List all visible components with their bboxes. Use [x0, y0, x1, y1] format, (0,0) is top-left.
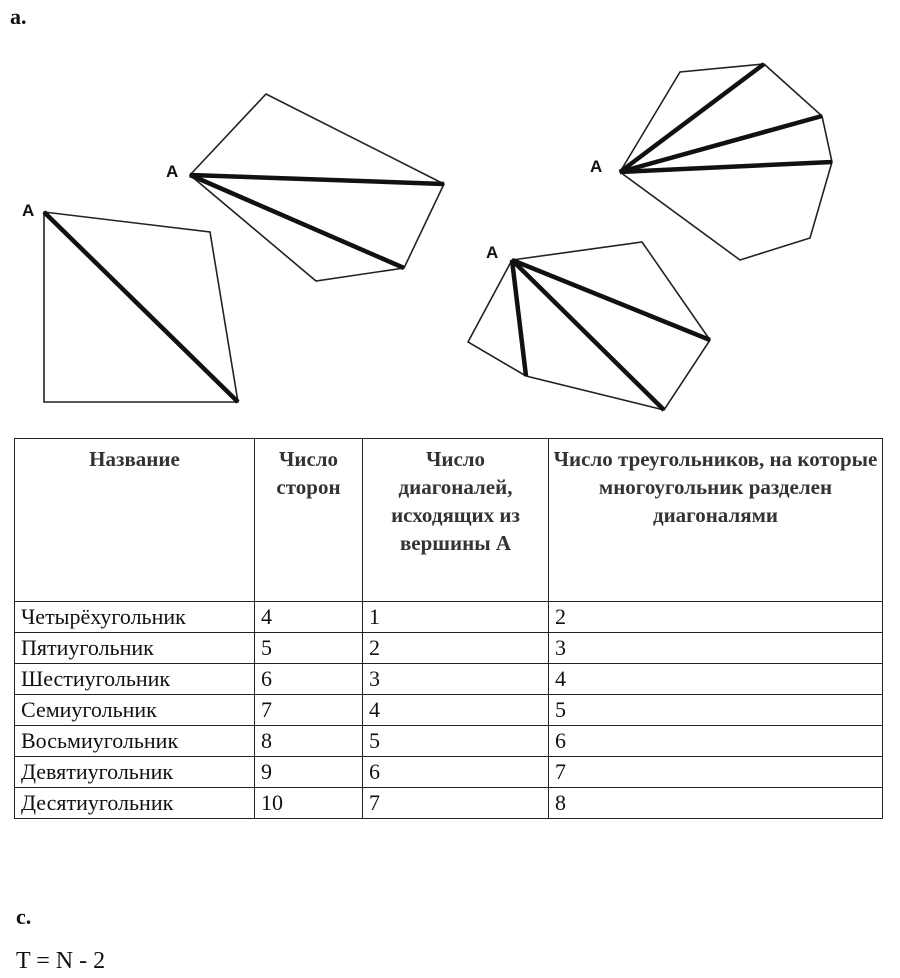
hexagon-diagonal-3 — [512, 260, 526, 376]
quadrilateral-vertex-label: A — [22, 201, 35, 220]
cell-diagonals: 5 — [363, 726, 549, 757]
cell-sides: 10 — [255, 788, 363, 819]
table-row — [15, 695, 883, 726]
cell-triangles: 8 — [549, 788, 883, 819]
table-row — [15, 664, 883, 695]
pentagon-diagonal-1 — [190, 175, 444, 184]
table-row — [15, 633, 883, 664]
quadrilateral-figure — [22, 201, 238, 402]
header-triangles: Число треугольников, на которые многоугольник разделен диагоналями — [549, 439, 883, 602]
table-row — [15, 726, 883, 757]
heptagon-figure — [590, 64, 832, 260]
cell-name: Пятиугольник — [15, 633, 255, 664]
cell-diagonals: 2 — [363, 633, 549, 664]
cell-diagonals: 7 — [363, 788, 549, 819]
pentagon-diagonal-2 — [190, 175, 404, 268]
header-sides: Число сторон — [255, 439, 363, 602]
header-diagonals: Число диагоналей, исходящих из вершины А — [363, 439, 549, 602]
table-row — [15, 602, 883, 633]
cell-name: Шестиугольник — [15, 664, 255, 695]
hexagon-diagonal-1 — [512, 260, 710, 340]
cell-sides: 4 — [255, 602, 363, 633]
hexagon-diagonal-2 — [512, 260, 664, 410]
cell-triangles: 5 — [549, 695, 883, 726]
cell-name: Девятиугольник — [15, 757, 255, 788]
table-row — [15, 788, 883, 819]
cell-diagonals: 1 — [363, 602, 549, 633]
table-header-row — [15, 439, 883, 602]
cell-sides: 8 — [255, 726, 363, 757]
cell-triangles: 6 — [549, 726, 883, 757]
cell-name: Десятиугольник — [15, 788, 255, 819]
cell-sides: 5 — [255, 633, 363, 664]
heptagon-diagonal-1 — [620, 64, 764, 172]
header-name: Название — [15, 439, 255, 602]
pentagon-figure — [166, 94, 444, 281]
part-a-label: а. — [10, 4, 27, 29]
part-c-label: с. — [16, 904, 32, 929]
hexagon-figure — [468, 242, 710, 410]
cell-sides: 9 — [255, 757, 363, 788]
cell-triangles: 2 — [549, 602, 883, 633]
cell-name: Четырёхугольник — [15, 602, 255, 633]
pentagon-outline — [190, 94, 444, 281]
cell-sides: 6 — [255, 664, 363, 695]
heptagon-vertex-label: A — [590, 157, 603, 176]
quadrilateral-diagonal — [44, 212, 238, 402]
pentagon-vertex-label: A — [166, 162, 179, 181]
polygon-table — [14, 438, 883, 819]
polygon-figures — [0, 0, 900, 430]
cell-name: Восьмиугольник — [15, 726, 255, 757]
cell-triangles: 3 — [549, 633, 883, 664]
formula: T = N - 2 — [16, 948, 106, 974]
cell-sides: 7 — [255, 695, 363, 726]
hexagon-vertex-label: A — [486, 243, 499, 262]
cell-diagonals: 4 — [363, 695, 549, 726]
cell-triangles: 4 — [549, 664, 883, 695]
cell-triangles: 7 — [549, 757, 883, 788]
cell-diagonals: 3 — [363, 664, 549, 695]
cell-name: Семиугольник — [15, 695, 255, 726]
cell-diagonals: 6 — [363, 757, 549, 788]
table-row — [15, 757, 883, 788]
